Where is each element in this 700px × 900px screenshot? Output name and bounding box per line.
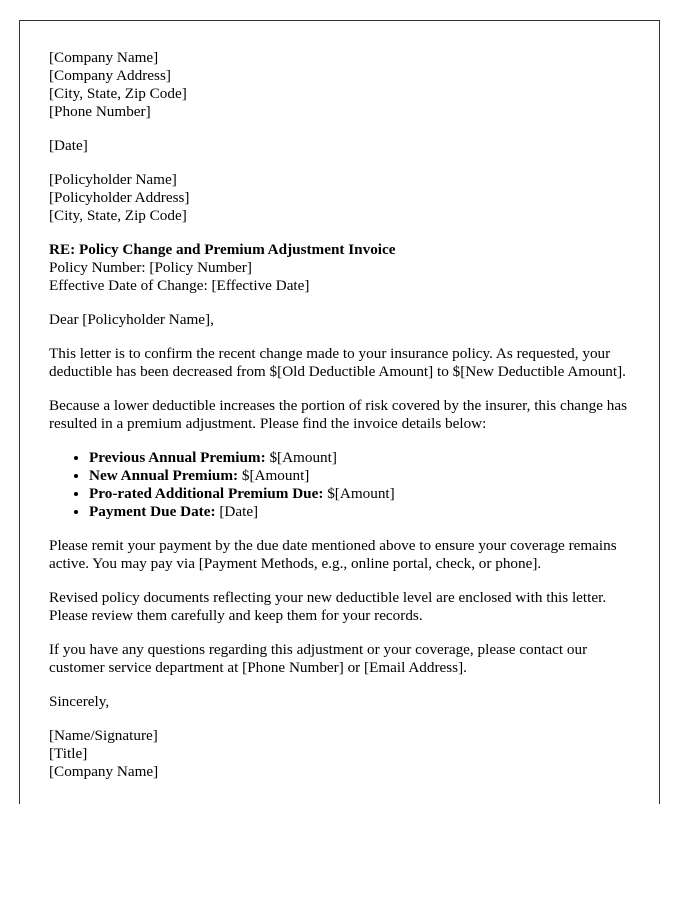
invoice-item-label: Pro-rated Additional Premium Due: xyxy=(89,485,324,502)
recipient-name: [Policyholder Name] xyxy=(49,171,177,188)
letter-page xyxy=(19,20,660,804)
signature-title: [Title] xyxy=(49,745,88,762)
sender-city-state-zip: [City, State, Zip Code] xyxy=(49,85,187,102)
sender-address-block xyxy=(49,49,630,121)
effective-date: Effective Date of Change: [Effective Date] xyxy=(49,277,310,294)
invoice-item-label: New Annual Premium: xyxy=(89,467,239,484)
list-item xyxy=(89,449,630,467)
subject-re: RE: Policy Change and Premium Adjustment Invoice xyxy=(49,241,396,258)
paragraph-remit-payment: Please remit your payment by the due date mentioned above to ensure your coverage remains active. You may pay via [Payment Methods, e.g., online portal, check, or phone]. xyxy=(49,537,617,572)
invoice-details-list xyxy=(49,449,630,521)
invoice-item-label: Previous Annual Premium: xyxy=(89,449,266,466)
signature-name: [Name/Signature] xyxy=(49,727,158,744)
recipient-address: [Policyholder Address] xyxy=(49,189,190,206)
subject-block xyxy=(49,241,630,295)
paragraph-confirm-change: This letter is to confirm the recent change made to your insurance policy. As requested, your deductible has been decreased from $[Old Deductible Amount] to $[New Deductible Amount]. xyxy=(49,345,626,380)
signature-company: [Company Name] xyxy=(49,763,159,780)
policy-number: Policy Number: [Policy Number] xyxy=(49,259,252,276)
invoice-item-label: Payment Due Date: xyxy=(89,503,216,520)
sender-company-address: [Company Address] xyxy=(49,67,171,84)
paragraph-questions: If you have any questions regarding this adjustment or your coverage, please contact our customer service department at [Phone Number] or [Email Address]. xyxy=(49,641,588,676)
sender-company-name: [Company Name] xyxy=(49,49,159,66)
list-item xyxy=(89,503,630,521)
signature-block xyxy=(49,727,630,781)
recipient-city-state-zip: [City, State, Zip Code] xyxy=(49,207,187,224)
invoice-item-value: $[Amount] xyxy=(323,485,395,502)
paragraph-revised-documents: Revised policy documents reflecting your new deductible level are enclosed with this letter. Please review them carefully and keep them for your records. xyxy=(49,589,607,624)
list-item xyxy=(89,467,630,485)
recipient-address-block xyxy=(49,171,630,225)
paragraph-premium-reason: Because a lower deductible increases the portion of risk covered by the insurer, this change has resulted in a premium adjustment. Please find the invoice details below: xyxy=(49,397,627,432)
date-text: [Date] xyxy=(49,137,88,154)
invoice-item-value: [Date] xyxy=(215,503,259,520)
closing: Sincerely, xyxy=(49,693,110,710)
invoice-item-value: $[Amount] xyxy=(265,449,337,466)
list-item xyxy=(89,485,630,503)
letter-date xyxy=(49,137,630,155)
sender-phone: [Phone Number] xyxy=(49,103,151,120)
invoice-item-value: $[Amount] xyxy=(238,467,310,484)
salutation: Dear [Policyholder Name], xyxy=(49,311,214,328)
